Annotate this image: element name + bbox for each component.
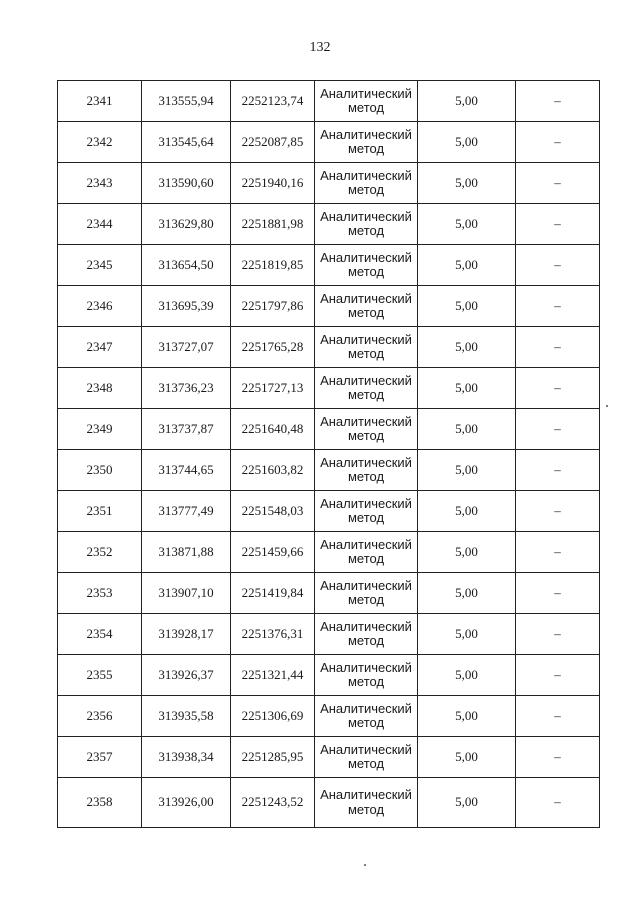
accuracy-cell: 5,00 — [418, 778, 516, 828]
page-number: 132 — [309, 40, 331, 55]
table-row — [58, 81, 600, 122]
method-cell — [315, 368, 418, 409]
note-cell: – — [516, 409, 600, 450]
accuracy-cell: 5,00 — [418, 327, 516, 368]
y-coordinate-cell: 2251640,48 — [231, 409, 315, 450]
method-label-line2: метод — [347, 674, 385, 689]
method-label-line2: метод — [347, 346, 385, 361]
x-coordinate-cell: 313727,07 — [142, 327, 231, 368]
table-row — [58, 737, 600, 778]
method-label-line2: метод — [347, 141, 385, 156]
accuracy-cell: 5,00 — [418, 532, 516, 573]
method-label-line1: Аналитический — [320, 167, 412, 183]
accuracy-cell: 5,00 — [418, 286, 516, 327]
x-coordinate-cell: 313629,80 — [142, 204, 231, 245]
x-coordinate-cell: 313926,37 — [142, 655, 231, 696]
method-label-line1: Аналитический — [320, 495, 412, 511]
point-number-cell: 2357 — [58, 737, 142, 778]
scan-speck — [606, 405, 608, 407]
y-coordinate-cell: 2251548,03 — [231, 491, 315, 532]
y-coordinate-cell: 2252123,74 — [231, 81, 315, 122]
point-number-cell: 2343 — [58, 163, 142, 204]
method-cell — [315, 614, 418, 655]
x-coordinate-cell: 313871,88 — [142, 532, 231, 573]
table-row — [58, 286, 600, 327]
table-row — [58, 655, 600, 696]
y-coordinate-cell: 2251419,84 — [231, 573, 315, 614]
y-coordinate-cell: 2251797,86 — [231, 286, 315, 327]
point-number-cell: 2341 — [58, 81, 142, 122]
x-coordinate-cell: 313654,50 — [142, 245, 231, 286]
method-label-line2: метод — [347, 633, 385, 648]
table-row — [58, 122, 600, 163]
method-label-line2: метод — [347, 387, 385, 402]
method-label-line1: Аналитический — [320, 372, 412, 388]
method-cell — [315, 778, 418, 828]
method-label-line2: метод — [347, 756, 385, 771]
note-cell: – — [516, 737, 600, 778]
method-label-line1: Аналитический — [320, 700, 412, 716]
y-coordinate-cell: 2251306,69 — [231, 696, 315, 737]
method-label-line2: метод — [347, 469, 385, 484]
note-cell: – — [516, 778, 600, 828]
y-coordinate-cell: 2251765,28 — [231, 327, 315, 368]
coordinates-table — [57, 80, 600, 828]
method-label-line1: Аналитический — [320, 618, 412, 634]
accuracy-cell: 5,00 — [418, 614, 516, 655]
table-row — [58, 327, 600, 368]
x-coordinate-cell: 313590,60 — [142, 163, 231, 204]
point-number-cell: 2350 — [58, 450, 142, 491]
accuracy-cell: 5,00 — [418, 450, 516, 491]
method-label-line2: метод — [347, 428, 385, 443]
method-label-line1: Аналитический — [320, 85, 412, 101]
note-cell: – — [516, 614, 600, 655]
table-row — [58, 450, 600, 491]
note-cell: – — [516, 286, 600, 327]
accuracy-cell: 5,00 — [418, 122, 516, 163]
note-cell: – — [516, 245, 600, 286]
table-row — [58, 204, 600, 245]
method-label-line1: Аналитический — [320, 536, 412, 552]
table-row — [58, 532, 600, 573]
point-number-cell: 2356 — [58, 696, 142, 737]
accuracy-cell: 5,00 — [418, 491, 516, 532]
accuracy-cell: 5,00 — [418, 163, 516, 204]
method-label-line1: Аналитический — [320, 577, 412, 593]
x-coordinate-cell: 313926,00 — [142, 778, 231, 828]
method-label-line1: Аналитический — [320, 331, 412, 347]
method-cell — [315, 327, 418, 368]
note-cell: – — [516, 163, 600, 204]
method-label-line2: метод — [347, 100, 385, 115]
method-label-line1: Аналитический — [320, 413, 412, 429]
method-label-line1: Аналитический — [320, 290, 412, 306]
point-number-cell: 2358 — [58, 778, 142, 828]
point-number-cell: 2342 — [58, 122, 142, 163]
table-row — [58, 696, 600, 737]
y-coordinate-cell: 2251603,82 — [231, 450, 315, 491]
point-number-cell: 2345 — [58, 245, 142, 286]
y-coordinate-cell: 2251727,13 — [231, 368, 315, 409]
point-number-cell: 2344 — [58, 204, 142, 245]
note-cell: – — [516, 204, 600, 245]
method-label-line1: Аналитический — [320, 126, 412, 142]
y-coordinate-cell: 2251940,16 — [231, 163, 315, 204]
point-number-cell: 2355 — [58, 655, 142, 696]
method-label-line2: метод — [347, 264, 385, 279]
method-label-line2: метод — [347, 305, 385, 320]
method-label-line2: метод — [347, 182, 385, 197]
table-row — [58, 778, 600, 828]
accuracy-cell: 5,00 — [418, 204, 516, 245]
y-coordinate-cell: 2251243,52 — [231, 778, 315, 828]
method-cell — [315, 409, 418, 450]
method-cell — [315, 696, 418, 737]
note-cell: – — [516, 81, 600, 122]
method-cell — [315, 655, 418, 696]
table-row — [58, 491, 600, 532]
note-cell: – — [516, 696, 600, 737]
y-coordinate-cell: 2251321,44 — [231, 655, 315, 696]
x-coordinate-cell: 313737,87 — [142, 409, 231, 450]
x-coordinate-cell: 313744,65 — [142, 450, 231, 491]
point-number-cell: 2351 — [58, 491, 142, 532]
method-label-line2: метод — [347, 223, 385, 238]
accuracy-cell: 5,00 — [418, 245, 516, 286]
y-coordinate-cell: 2251819,85 — [231, 245, 315, 286]
x-coordinate-cell: 313695,39 — [142, 286, 231, 327]
y-coordinate-cell: 2251459,66 — [231, 532, 315, 573]
method-label-line2: метод — [347, 715, 385, 730]
method-cell — [315, 737, 418, 778]
method-cell — [315, 163, 418, 204]
method-cell — [315, 204, 418, 245]
note-cell: – — [516, 122, 600, 163]
point-number-cell: 2354 — [58, 614, 142, 655]
table-row — [58, 409, 600, 450]
accuracy-cell: 5,00 — [418, 655, 516, 696]
accuracy-cell: 5,00 — [418, 368, 516, 409]
point-number-cell: 2348 — [58, 368, 142, 409]
table-row — [58, 163, 600, 204]
method-label-line1: Аналитический — [320, 208, 412, 224]
x-coordinate-cell: 313938,34 — [142, 737, 231, 778]
table-row — [58, 614, 600, 655]
accuracy-cell: 5,00 — [418, 737, 516, 778]
method-label-line1: Аналитический — [320, 454, 412, 470]
y-coordinate-cell: 2252087,85 — [231, 122, 315, 163]
note-cell: – — [516, 573, 600, 614]
accuracy-cell: 5,00 — [418, 696, 516, 737]
x-coordinate-cell: 313736,23 — [142, 368, 231, 409]
method-label-line2: метод — [347, 592, 385, 607]
accuracy-cell: 5,00 — [418, 573, 516, 614]
point-number-cell: 2347 — [58, 327, 142, 368]
point-number-cell: 2352 — [58, 532, 142, 573]
y-coordinate-cell: 2251881,98 — [231, 204, 315, 245]
accuracy-cell: 5,00 — [418, 81, 516, 122]
method-label-line1: Аналитический — [320, 741, 412, 757]
method-label-line1: Аналитический — [320, 659, 412, 675]
point-number-cell: 2353 — [58, 573, 142, 614]
method-label-line1: Аналитический — [320, 787, 412, 803]
x-coordinate-cell: 313928,17 — [142, 614, 231, 655]
point-number-cell: 2346 — [58, 286, 142, 327]
method-cell — [315, 122, 418, 163]
note-cell: – — [516, 655, 600, 696]
note-cell: – — [516, 327, 600, 368]
method-label-line2: метод — [347, 801, 385, 817]
method-label-line2: метод — [347, 510, 385, 525]
y-coordinate-cell: 2251376,31 — [231, 614, 315, 655]
point-number-cell: 2349 — [58, 409, 142, 450]
note-cell: – — [516, 532, 600, 573]
method-cell — [315, 81, 418, 122]
method-label-line2: метод — [347, 551, 385, 566]
method-cell — [315, 532, 418, 573]
table-body — [58, 81, 600, 828]
x-coordinate-cell: 313777,49 — [142, 491, 231, 532]
x-coordinate-cell: 313907,10 — [142, 573, 231, 614]
method-cell — [315, 491, 418, 532]
method-cell — [315, 286, 418, 327]
note-cell: – — [516, 368, 600, 409]
method-cell — [315, 450, 418, 491]
y-coordinate-cell: 2251285,95 — [231, 737, 315, 778]
x-coordinate-cell: 313935,58 — [142, 696, 231, 737]
note-cell: – — [516, 450, 600, 491]
scan-speck — [364, 864, 366, 866]
x-coordinate-cell: 313555,94 — [142, 81, 231, 122]
accuracy-cell: 5,00 — [418, 409, 516, 450]
note-cell: – — [516, 491, 600, 532]
table-row — [58, 368, 600, 409]
method-cell — [315, 245, 418, 286]
method-label-line1: Аналитический — [320, 249, 412, 265]
x-coordinate-cell: 313545,64 — [142, 122, 231, 163]
method-cell — [315, 573, 418, 614]
table-row — [58, 573, 600, 614]
table-row — [58, 245, 600, 286]
